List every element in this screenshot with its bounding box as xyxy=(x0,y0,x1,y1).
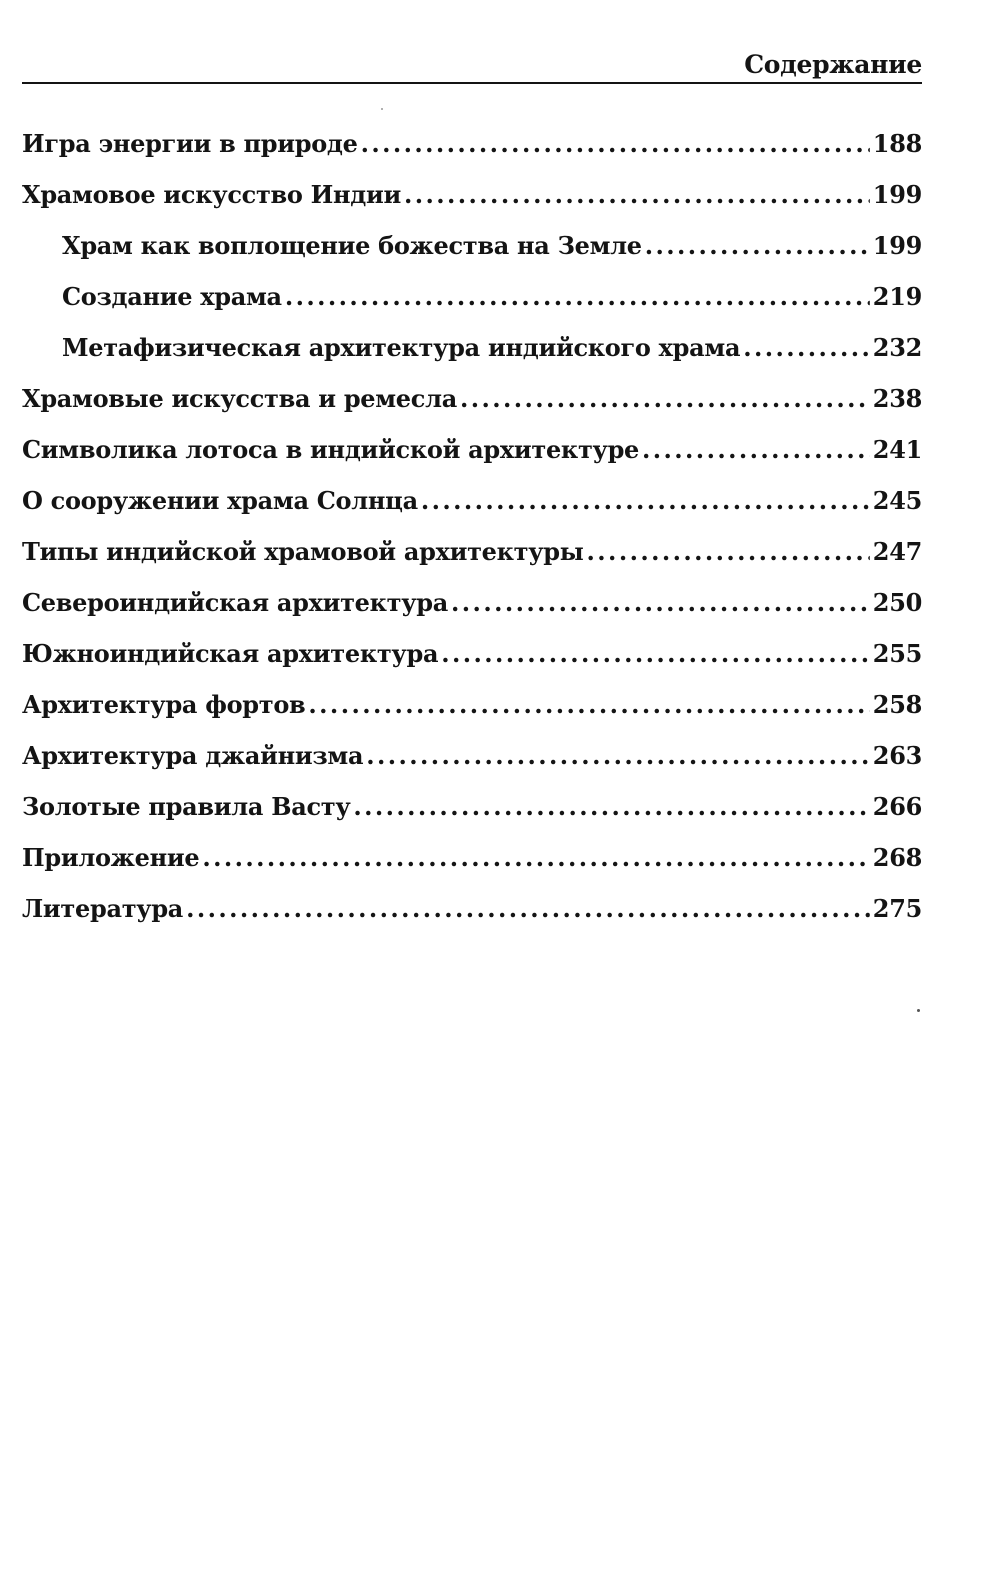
toc-dot-leader xyxy=(421,475,870,526)
toc-entry[interactable] xyxy=(22,628,922,679)
toc-entry[interactable] xyxy=(22,832,922,883)
toc-dot-leader xyxy=(366,730,870,781)
toc-dot-leader xyxy=(361,118,870,169)
scan-speck xyxy=(381,108,383,110)
toc-entry-title: Храмовое искусство Индии xyxy=(22,180,402,209)
toc-entry-title: Южноиндийская архитектура xyxy=(22,639,439,668)
toc-entry-page: 275 xyxy=(872,894,922,923)
toc-entry[interactable] xyxy=(22,679,922,730)
toc-entry[interactable] xyxy=(22,730,922,781)
toc-entry-page: 263 xyxy=(872,741,922,770)
toc-entry-page: 241 xyxy=(872,435,922,464)
toc-entry-title: Архитектура фортов xyxy=(22,690,306,719)
toc-entry-page: 258 xyxy=(872,690,922,719)
toc-dot-leader xyxy=(587,526,870,577)
toc-entry-title: Золотые правила Васту xyxy=(22,792,351,821)
table-of-contents xyxy=(22,118,922,934)
toc-entry-page: 255 xyxy=(872,639,922,668)
toc-entry-title: Типы индийской храмовой архитектуры xyxy=(22,537,584,566)
toc-entry-title: Храм как воплощение божества на Земле xyxy=(62,231,642,260)
toc-subentry[interactable] xyxy=(22,220,922,271)
toc-entry-page: 232 xyxy=(872,333,922,362)
toc-entry-page: 219 xyxy=(872,282,922,311)
toc-subentry[interactable] xyxy=(22,271,922,322)
toc-entry-page: 250 xyxy=(872,588,922,617)
toc-entry-page: 238 xyxy=(872,384,922,413)
toc-dot-leader xyxy=(308,679,869,730)
toc-entry[interactable] xyxy=(22,424,922,475)
toc-dot-leader xyxy=(285,271,870,322)
toc-entry[interactable] xyxy=(22,781,922,832)
toc-entry-title: Создание храма xyxy=(62,282,282,311)
toc-entry-title: Метафизическая архитектура индийского храма xyxy=(62,333,741,362)
toc-entry-title: Североиндийская архитектура xyxy=(22,588,449,617)
toc-entry-page: 245 xyxy=(872,486,922,515)
toc-entry-title: Приложение xyxy=(22,843,200,872)
toc-entry-title: Храмовые искусства и ремесла xyxy=(22,384,457,413)
toc-entry[interactable] xyxy=(22,475,922,526)
toc-entry-title: Игра энергии в природе xyxy=(22,129,358,158)
running-head-title: Содержание xyxy=(744,50,922,79)
toc-entry-title: О сооружении храма Солнца xyxy=(22,486,418,515)
toc-entry-page: 188 xyxy=(872,129,922,158)
toc-dot-leader xyxy=(460,373,870,424)
toc-entry-title: Литература xyxy=(22,894,184,923)
toc-dot-leader xyxy=(202,832,869,883)
toc-entry-page: 266 xyxy=(872,792,922,821)
toc-entry-page: 199 xyxy=(872,180,922,209)
toc-entry[interactable] xyxy=(22,883,922,934)
toc-entry-title: Символика лотоса в индийской архитектуре xyxy=(22,435,640,464)
scan-speck xyxy=(917,1009,920,1012)
toc-dot-leader xyxy=(743,322,870,373)
toc-entry[interactable] xyxy=(22,169,922,220)
toc-entry[interactable] xyxy=(22,526,922,577)
toc-entry[interactable] xyxy=(22,118,922,169)
toc-dot-leader xyxy=(441,628,870,679)
toc-dot-leader xyxy=(353,781,869,832)
toc-entry-page: 199 xyxy=(872,231,922,260)
toc-entry-title: Архитектура джайнизма xyxy=(22,741,364,770)
toc-entry[interactable] xyxy=(22,373,922,424)
toc-dot-leader xyxy=(186,883,870,934)
toc-subentry[interactable] xyxy=(22,322,922,373)
toc-entry-page: 268 xyxy=(872,843,922,872)
toc-dot-leader xyxy=(645,220,870,271)
toc-entry[interactable] xyxy=(22,577,922,628)
toc-dot-leader xyxy=(451,577,870,628)
toc-dot-leader xyxy=(642,424,870,475)
toc-entry-page: 247 xyxy=(872,537,922,566)
toc-dot-leader xyxy=(404,169,870,220)
running-head xyxy=(22,44,922,84)
